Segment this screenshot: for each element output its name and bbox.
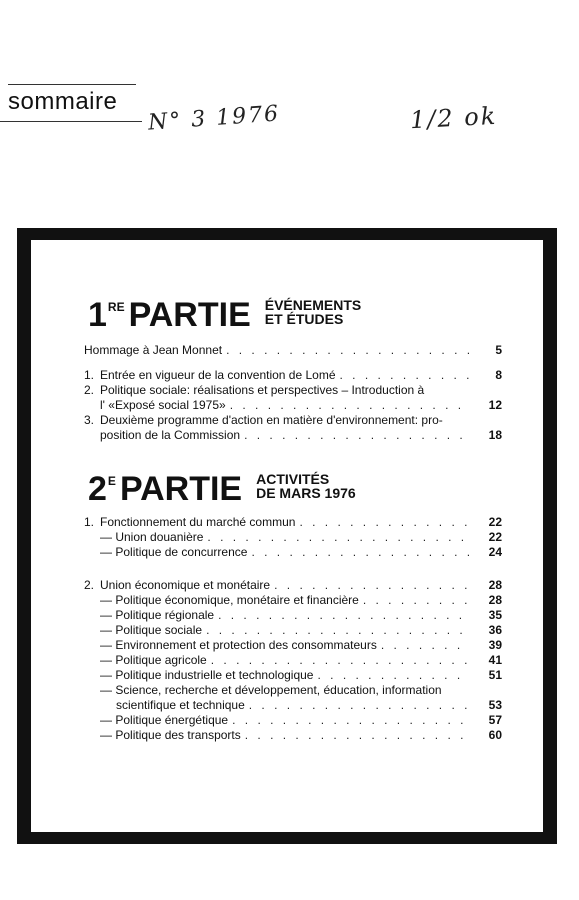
toc-subentry-label: — Politique des transports xyxy=(84,728,241,742)
toc-subentry-page: 60 xyxy=(488,728,502,742)
toc-entry[interactable] xyxy=(84,412,502,427)
toc-subentry-label: — Politique énergétique xyxy=(84,713,228,727)
toc-subentry[interactable] xyxy=(84,682,502,697)
toc-entry-number: 1. xyxy=(84,368,95,382)
toc-subentry-label: — Politique sociale xyxy=(84,623,202,637)
part2-subtitle-line2: DE MARS 1976 xyxy=(256,485,356,501)
leader-dots xyxy=(249,698,470,712)
toc-subentry[interactable] xyxy=(84,529,502,544)
leader-dots xyxy=(244,428,470,442)
page-title: sommaire xyxy=(8,88,118,115)
part2-subtitle xyxy=(256,472,356,500)
toc-subentry[interactable] xyxy=(84,637,502,652)
part1-subtitle xyxy=(265,298,361,326)
leader-dots xyxy=(251,545,470,559)
toc-entry[interactable] xyxy=(84,342,502,357)
toc-subentry-label: — Politique agricole xyxy=(84,653,207,667)
leader-dots xyxy=(317,668,470,682)
toc-section-number: 1. xyxy=(84,515,95,529)
toc-entry-number: 2. xyxy=(84,383,95,397)
part1-superscript: RE xyxy=(107,300,125,314)
part2-heading xyxy=(88,472,356,506)
toc-section-number: 2. xyxy=(84,578,95,592)
part1-word: PARTIE xyxy=(128,296,251,334)
toc-subentry-page: 35 xyxy=(488,608,502,622)
leader-dots xyxy=(245,728,470,742)
toc-subentry[interactable] xyxy=(84,667,502,682)
toc-subentry-page: 51 xyxy=(488,668,502,682)
toc-subentry-page: 22 xyxy=(488,530,502,544)
toc-entry-label: Hommage à Jean Monnet xyxy=(84,343,223,357)
toc-subentry[interactable] xyxy=(84,592,502,607)
toc-subentry-label: — Union douanière xyxy=(84,530,203,544)
toc-entry-label-cont: l' «Exposé social 1975» xyxy=(100,398,226,412)
leader-dots xyxy=(207,530,470,544)
toc-entry[interactable] xyxy=(84,367,502,382)
toc-section-label: Union économique et monétaire xyxy=(100,578,271,592)
leader-dots xyxy=(211,653,470,667)
toc-entry-page: 8 xyxy=(495,368,502,382)
part1-toc xyxy=(84,342,502,442)
toc-subentry[interactable] xyxy=(84,622,502,637)
toc-section-page: 22 xyxy=(488,515,502,529)
toc-section-label: Fonctionnement du marché commun xyxy=(100,515,296,529)
leader-dots xyxy=(381,638,470,652)
part2-number: 2 xyxy=(88,470,107,508)
part2-toc xyxy=(84,514,502,742)
part2-word: PARTIE xyxy=(119,470,243,508)
leader-dots xyxy=(363,593,470,607)
toc-subentry-label-cont: scientifique et technique xyxy=(116,698,245,712)
toc-entry-page: 12 xyxy=(488,398,502,412)
leader-dots xyxy=(274,578,470,592)
toc-subentry-page: 41 xyxy=(488,653,502,667)
toc-subentry-page: 53 xyxy=(488,698,502,712)
toc-subentry[interactable] xyxy=(84,712,502,727)
toc-entry[interactable] xyxy=(84,382,502,397)
toc-subentry-label: — Science, recherche et développement, éducation, information xyxy=(84,683,442,697)
toc-subentry[interactable] xyxy=(84,727,502,742)
toc-subentry-label: — Politique de concurrence xyxy=(84,545,247,559)
header-rule-top xyxy=(8,84,136,85)
toc-subentry-page: 57 xyxy=(488,713,502,727)
toc-entry-number: 3. xyxy=(84,413,95,427)
handwritten-note: 1/2 ok xyxy=(409,101,498,135)
toc-subentry-page: 24 xyxy=(488,545,502,559)
part1-subtitle-line2: ET ÉTUDES xyxy=(264,311,344,327)
toc-subentry-label: — Politique industrielle et technologique xyxy=(84,668,313,682)
part2-superscript: E xyxy=(107,474,116,488)
toc-subentry[interactable] xyxy=(84,607,502,622)
toc-subentry-label: — Politique économique, monétaire et financière xyxy=(84,593,359,607)
toc-subentry-page: 39 xyxy=(488,638,502,652)
leader-dots xyxy=(206,623,470,637)
leader-dots xyxy=(230,398,470,412)
toc-entry-page: 5 xyxy=(495,343,502,357)
toc-subentry-page: 36 xyxy=(488,623,502,637)
toc-subentry-continuation[interactable] xyxy=(84,697,502,712)
leader-dots xyxy=(226,343,470,357)
toc-subentry-label: — Environnement et protection des consommateurs xyxy=(84,638,377,652)
toc-entry-label: Politique sociale: réalisations et perspectives – Introduction à xyxy=(100,383,425,397)
toc-subentry[interactable] xyxy=(84,544,502,559)
toc-entry-label: Deuxième programme d'action en matière d'environnement: pro- xyxy=(100,413,443,427)
leader-dots xyxy=(232,713,470,727)
leader-dots xyxy=(218,608,470,622)
handwritten-issue-number: N° 3 1976 xyxy=(147,101,281,136)
leader-dots xyxy=(299,515,470,529)
leader-dots xyxy=(340,368,471,382)
header-rule-bottom xyxy=(0,121,142,122)
toc-section[interactable] xyxy=(84,577,502,592)
toc-entry-label: Entrée en vigueur de la convention de Lomé xyxy=(100,368,336,382)
part1-subtitle-line1: ÉVÉNEMENTS xyxy=(264,297,362,313)
toc-entry-page: 18 xyxy=(488,428,502,442)
toc-subentry-label: — Politique régionale xyxy=(84,608,214,622)
part1-heading xyxy=(88,298,361,332)
part2-subtitle-line1: ACTIVITÉS xyxy=(256,471,330,487)
toc-subentry-page: 28 xyxy=(488,593,502,607)
part1-number: 1 xyxy=(88,296,107,334)
toc-entry-continuation[interactable] xyxy=(84,397,502,412)
toc-section-page: 28 xyxy=(488,578,502,592)
toc-subentry[interactable] xyxy=(84,652,502,667)
toc-entry-label-cont: position de la Commission xyxy=(100,428,241,442)
toc-section[interactable] xyxy=(84,514,502,529)
toc-entry-continuation[interactable] xyxy=(84,427,502,442)
